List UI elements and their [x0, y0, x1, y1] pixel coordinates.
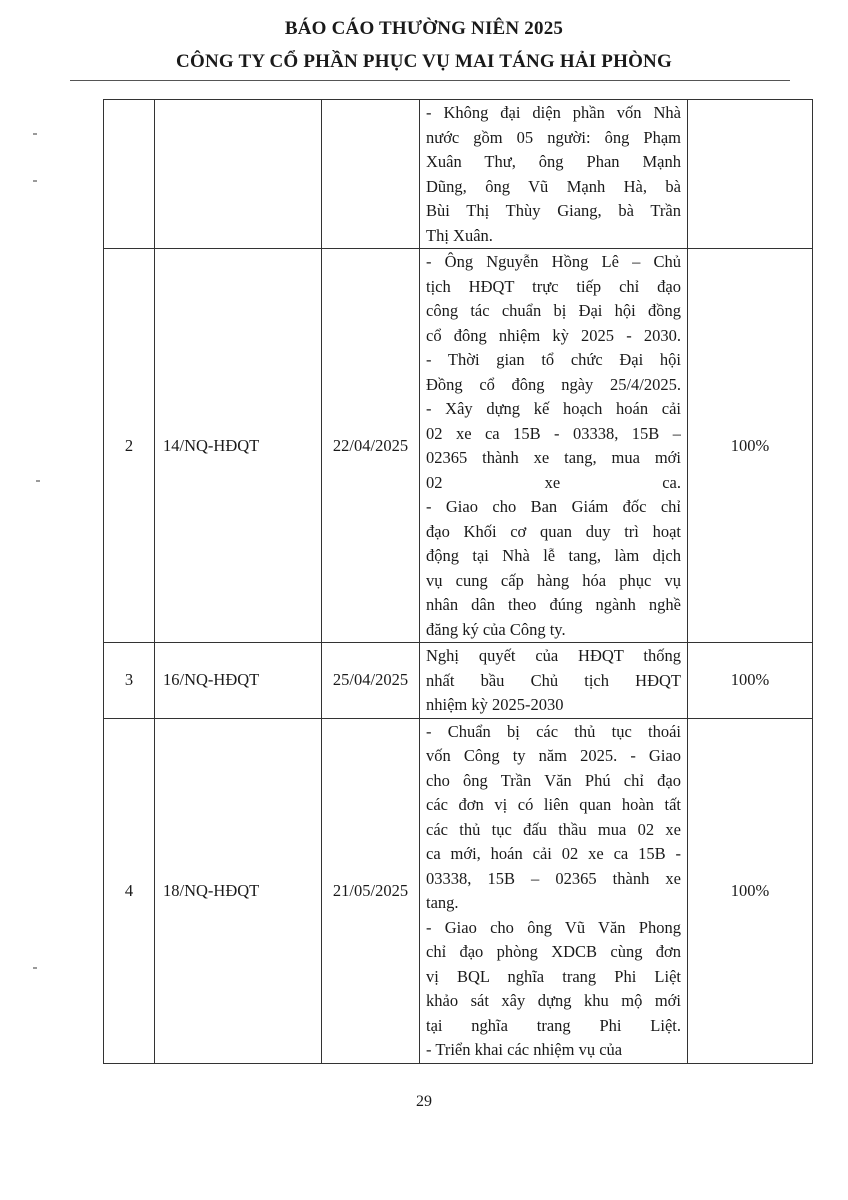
resolution-content-cell	[420, 249, 688, 643]
content-line: cho ông Trần Văn Phú chỉ đạo	[426, 770, 681, 790]
content-line: tịch HĐQT trực tiếp chỉ đạo	[426, 276, 681, 296]
content-line: vị BQL nghĩa trang Phi Liệt	[426, 966, 681, 986]
content-line: các đơn vị có liên quan hoàn tất	[426, 795, 681, 814]
report-header	[0, 16, 848, 76]
content-line: - Ông Nguyễn Hồng Lê – Chủ	[426, 252, 681, 271]
content-line: cổ đông nhiệm kỳ 2025 - 2030.	[426, 325, 681, 345]
content-line: Bùi Thị Thùy Giang, bà Trần	[426, 201, 681, 220]
resolutions-table	[103, 99, 813, 1064]
row-number-cell	[104, 100, 155, 249]
content-line: khảo sát xây dựng khu mộ mới	[426, 991, 681, 1010]
content-line: đăng ký của Công ty.	[426, 619, 566, 639]
approval-rate-cell: 100%	[688, 249, 813, 643]
content-line: nhất bầu Chủ tịch HĐQT	[426, 670, 681, 690]
table-row	[104, 100, 813, 249]
content-line: vốn Công ty năm 2025. - Giao	[426, 746, 681, 765]
resolution-content-cell	[420, 100, 688, 249]
content-line: nước gồm 05 người: ông Phạm	[426, 127, 681, 147]
content-line: 03338, 15B – 02365 thành xe	[426, 868, 681, 888]
content-line: - Triển khai các nhiệm vụ của	[426, 1040, 623, 1059]
company-name: CÔNG TY CỔ PHẦN PHỤC VỤ MAI TÁNG HẢI PHÒNG	[176, 51, 672, 72]
content-line: Thị Xuân.	[426, 225, 493, 245]
scan-speck	[33, 180, 37, 182]
resolution-number-cell: 18/NQ-HĐQT	[155, 718, 322, 1063]
resolution-number-cell	[155, 100, 322, 249]
content-line: - Không đại diện phần vốn Nhà	[426, 103, 681, 122]
resolution-date-cell	[322, 100, 420, 249]
resolution-number-cell: 16/NQ-HĐQT	[155, 643, 322, 719]
content-line: các thủ tục đấu thầu mua 02 xe	[426, 819, 681, 839]
table-row	[104, 718, 813, 1063]
content-line: đạo Khối cơ quan duy trì hoạt	[426, 521, 681, 541]
resolution-content-cell	[420, 643, 688, 719]
content-line: tại nghĩa trang Phi Liệt.	[426, 1015, 681, 1035]
content-line: - Chuẩn bị các thủ tục thoái	[426, 721, 681, 741]
page-number: 29	[416, 1093, 432, 1110]
content-line: Dũng, ông Vũ Mạnh Hà, bà	[426, 176, 681, 196]
scan-speck	[33, 967, 37, 969]
approval-rate-cell: 100%	[688, 718, 813, 1063]
content-line: Đồng cổ đông ngày 25/4/2025.	[426, 374, 681, 394]
content-line: - Giao cho ông Vũ Văn Phong	[426, 917, 681, 937]
content-line: - Giao cho Ban Giám đốc chỉ	[426, 497, 681, 516]
resolution-date-cell: 25/04/2025	[322, 643, 420, 719]
resolution-date-cell: 22/04/2025	[322, 249, 420, 643]
content-line: Nghị quyết của HĐQT thống	[426, 646, 681, 665]
content-line: - Xây dựng kế hoạch hoán cải	[426, 399, 681, 418]
content-line: vụ cung cấp hàng hóa phục vụ	[426, 570, 681, 590]
report-title: BÁO CÁO THƯỜNG NIÊN 2025	[284, 18, 564, 39]
content-line: 02365 thành xe tang, mua mới	[426, 448, 681, 467]
header-divider	[70, 80, 790, 81]
content-line: tang.	[426, 893, 459, 912]
content-line: - Thời gian tổ chức Đại hội	[426, 350, 681, 369]
table-row	[104, 249, 813, 643]
resolution-content-cell	[420, 718, 688, 1063]
content-line: 02 xe ca 15B - 03338, 15B –	[426, 423, 681, 443]
resolution-date-cell: 21/05/2025	[322, 718, 420, 1063]
content-line: nhiệm kỳ 2025-2030	[426, 695, 564, 714]
content-line: chỉ đạo phòng XDCB cùng đơn	[426, 942, 681, 961]
content-line: nhân dân theo đúng ngành nghề	[426, 595, 681, 614]
row-number-cell: 3	[104, 643, 155, 719]
scan-speck	[33, 133, 37, 135]
row-number-cell: 2	[104, 249, 155, 643]
approval-rate-cell	[688, 100, 813, 249]
table-row	[104, 643, 813, 719]
content-line: Xuân Thư, ông Phan Mạnh	[426, 152, 681, 171]
resolutions-table-body	[104, 100, 813, 1064]
approval-rate-cell: 100%	[688, 643, 813, 719]
content-line: ca mới, hoán cải 02 xe ca 15B -	[426, 844, 681, 863]
content-line: 02 xe ca.	[426, 472, 681, 492]
row-number-cell: 4	[104, 718, 155, 1063]
resolution-number-cell: 14/NQ-HĐQT	[155, 249, 322, 643]
content-line: công tác chuẩn bị Đại hội đồng	[426, 301, 681, 320]
content-line: động tại Nhà lễ tang, làm dịch	[426, 546, 681, 565]
scan-speck	[36, 480, 40, 482]
